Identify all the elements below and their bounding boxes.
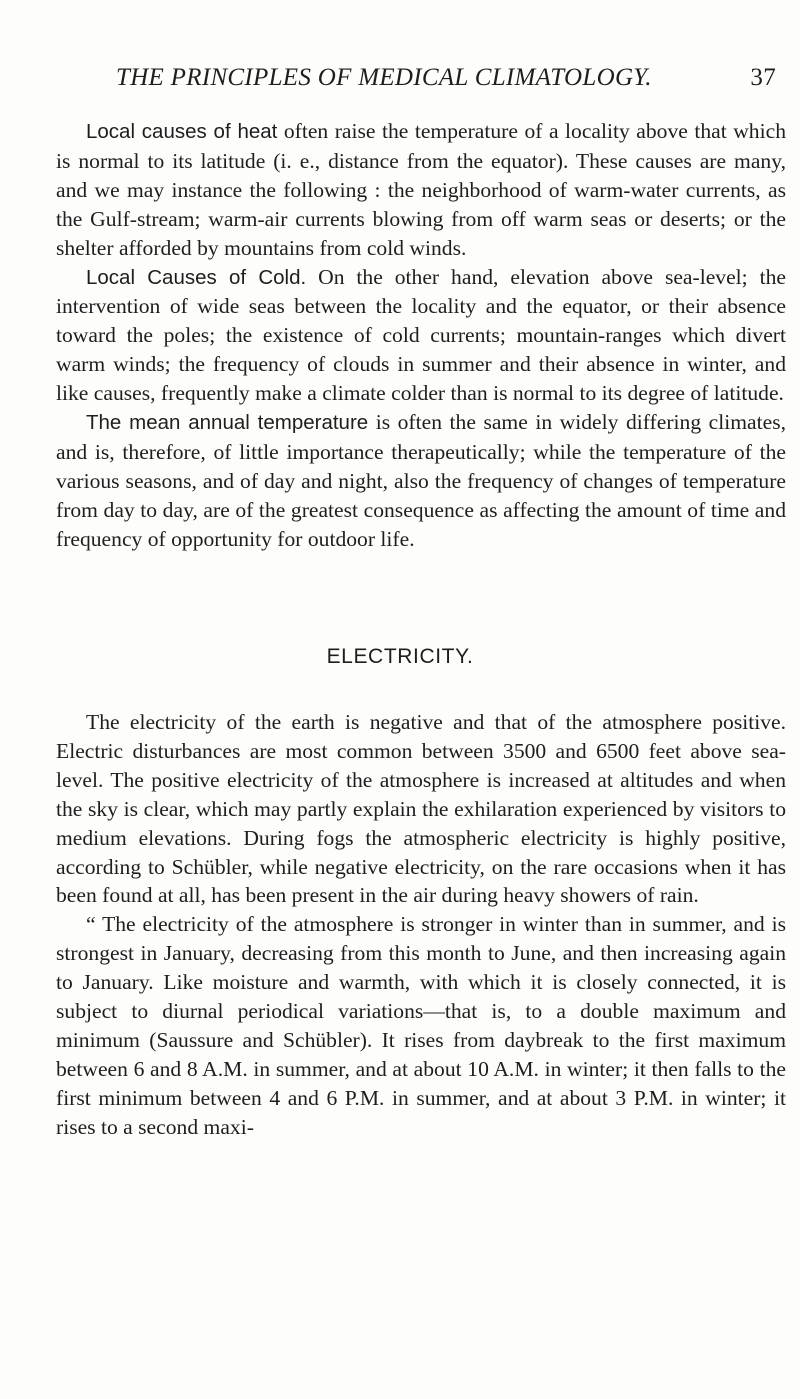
running-header [116, 64, 796, 98]
paragraph-mean-annual-temperature [56, 408, 786, 554]
paragraph-electricity-1: The electricity of the earth is negative and that of the atmosphere positive. Electric disturbances are most common between 3500 and 6500 feet above sea-level. The positive electricity of the atmosphere is increased at altitudes and when the sky is clear, which may partly explain the exhilaration experienced by visitors to medium elevations. During fogs the atmospheric electricity is highly positive, according to Schübler, while negative electricity, on the rare occasions when it has been found at all, has been present in the air during heavy showers of rain. [56, 710, 786, 908]
paragraph-electricity-2: “ The electricity of the atmosphere is stronger in winter than in summer, and is strongest in January, decreasing from this month to June, and then increasing again to January. Like moisture and warmth, with which it is closely connected, it is subject to diurnal periodical variations—that is, to a double maximum and minimum (Saussure and Schübler). It rises from daybreak to the first maximum between 6 and 8 A.M. in summer, and at about 10 A.M. in winter; it then falls to the first minimum between 4 and 6 P.M. in summer, and at about 3 P.M. in winter; it rises to a second maxi- [56, 912, 786, 1139]
paragraph-text: On the other hand, elevation above sea-level; the intervention of wide seas between the locality and the equator, or their absence toward the poles; the existence of cold currents; mountain-ranges which divert warm winds; the frequency of clouds in summer and their absence in winter, and like causes, frequently make a climate colder than is normal to its degree of latitude. [56, 264, 786, 406]
page-number: 37 [750, 64, 776, 91]
paragraph-lead: The mean annual temperature [86, 411, 369, 435]
paragraph-lead: Local causes of heat [86, 120, 278, 143]
paragraph-local-causes-of-heat [56, 117, 786, 263]
paragraph-text: often raise the temperature of a locality above that which is normal to its latitude (i. e., distance from the equator). These causes are many, and we may instance the following : the neighborhood of warm-water currents, as the Gulf-stream; warm-air currents blowing from off warm seas or deserts; or the shelter afforded by mountains from cold winds. [56, 119, 786, 260]
body-text-bottom [56, 708, 786, 1142]
paragraph-local-causes-of-cold [56, 263, 786, 409]
paragraph-lead: Local Causes of Cold. [86, 265, 307, 289]
running-title: THE PRINCIPLES OF MEDICAL CLIMATOLOGY. [116, 64, 652, 91]
section-heading: ELECTRICITY. [326, 645, 474, 668]
paragraph-text: is often the same in widely differing climates, and is, therefore, of little importance therapeutically; while the temperature of the various seasons, and of day and night, also the frequency of changes of temperature from day to day, are of the greatest consequence as affecting the amount of time and frequency of opportunity for outdoor life. [56, 410, 786, 551]
body-text-top [56, 117, 786, 554]
